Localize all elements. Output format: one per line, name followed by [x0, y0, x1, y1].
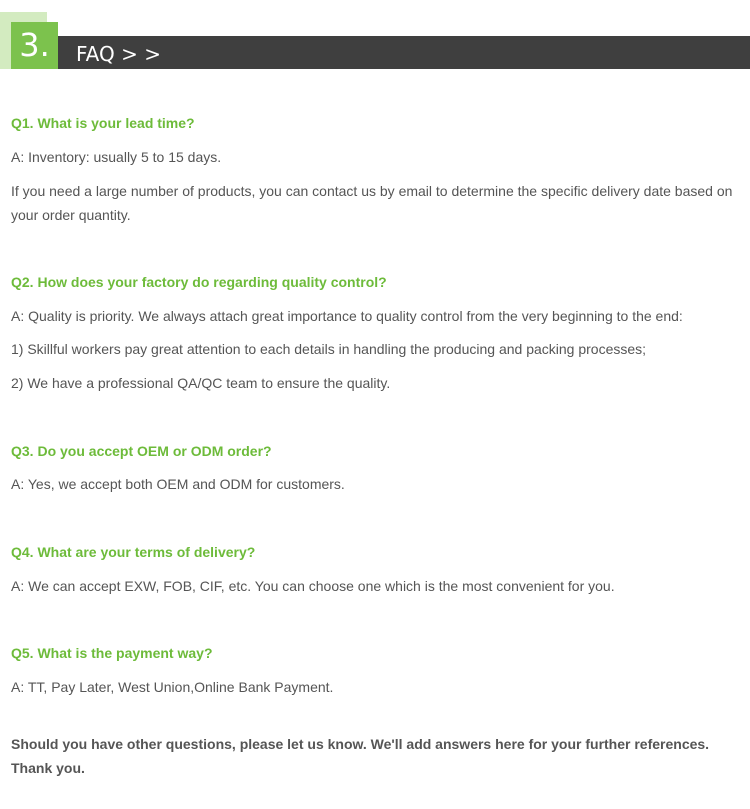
faq-answer-1-2: If you need a large number of products, you can contact us by email to determine the specific delivery date based on your order quantity. [11, 183, 733, 223]
faq-answer-5-1: A: TT, Pay Later, West Union,Online Bank Payment. [11, 679, 334, 695]
faq-answer-2-1: A: Quality is priority. We always attach great importance to quality control from the very beginning to the end: [11, 308, 683, 324]
faq-answer-2-2: 1) Skillful workers pay great attention to each details in handling the producing and packing processes; [11, 341, 647, 357]
faq-answer-4-1: A: We can accept EXW, FOB, CIF, etc. You can choose one which is the most convenient for you. [11, 578, 615, 594]
faq-answer-2-3: 2) We have a professional QA/QC team to ensure the quality. [11, 375, 391, 391]
section-number: 3. [19, 26, 50, 64]
faq-answer-3-1: A: Yes, we accept both OEM and ODM for customers. [11, 476, 345, 492]
faq-question-4: Q4. What are your terms of delivery? [11, 544, 256, 560]
faq-question-5: Q5. What is the payment way? [11, 645, 213, 661]
closing-note: Should you have other questions, please let us know. We'll add answers here for your further references. Thank you. [11, 736, 710, 776]
faq-answer-1-1: A: Inventory: usually 5 to 15 days. [11, 149, 222, 165]
faq-question-2: Q2. How does your factory do regarding quality control? [11, 274, 387, 290]
faq-question-3: Q3. Do you accept OEM or ODM order? [11, 443, 272, 459]
faq-question-1: Q1. What is your lead time? [11, 115, 195, 131]
section-title: FAQ > > [76, 42, 161, 66]
